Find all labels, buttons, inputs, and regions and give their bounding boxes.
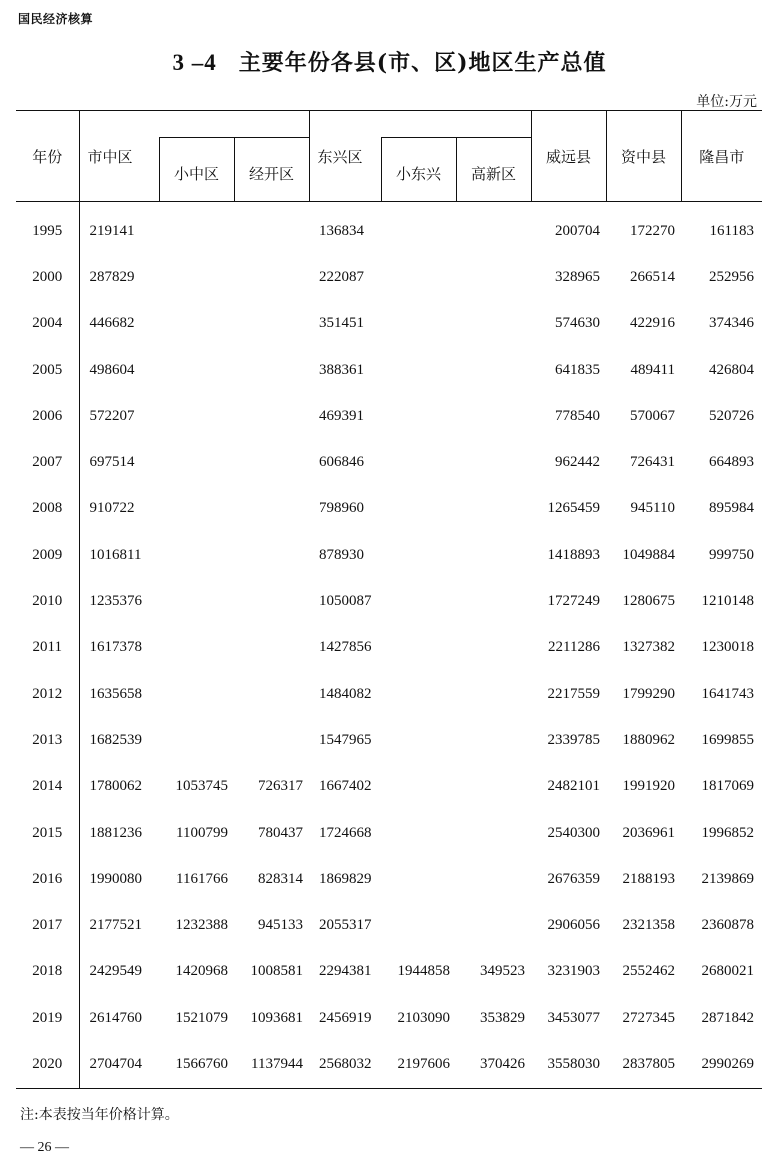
cell-xiaodong [381, 439, 456, 485]
cell-zizhong: 570067 [630, 407, 675, 424]
cell-gaoxin [456, 578, 531, 624]
cell-jingkai [234, 578, 309, 624]
cell-xiaodong [381, 764, 456, 810]
cell-xiaodong: 2103090 [397, 1009, 450, 1026]
cell-xiaozhong [159, 393, 234, 439]
cell-gaoxin: 349523 [480, 963, 525, 980]
cell-jingkai [234, 347, 309, 393]
cell-zizhong: 1880962 [622, 731, 675, 748]
cell-xiaozhong: 1420968 [175, 963, 228, 980]
cell-shizhong: 1780062 [79, 764, 159, 810]
cell-dongxing: 1724668 [319, 824, 372, 841]
cell-dongxing: 2055317 [319, 917, 372, 934]
cell-jingkai [234, 625, 309, 671]
cell-dongxing: 798960 [319, 500, 364, 517]
cell-xiaozhong [159, 578, 234, 624]
cell-xiaodong [381, 486, 456, 532]
cell-shizhong: 910722 [79, 486, 159, 532]
cell-dongxing: 351451 [319, 315, 364, 332]
footnote: 注:本表按当年价格计算。 [20, 1107, 179, 1123]
cell-weiyuan: 328965 [555, 268, 600, 285]
table-title: 主要年份各县(市、区)地区生产总值 [238, 50, 607, 76]
cell-jingkai [234, 301, 309, 347]
cell-gaoxin [456, 202, 531, 255]
cell-xiaozhong: 1232388 [175, 917, 228, 934]
cell-weiyuan: 2676359 [547, 870, 600, 887]
cell-longchang: 895984 [709, 500, 754, 517]
cell-gaoxin [456, 347, 531, 393]
cell-xiaozhong: 1100799 [176, 824, 228, 841]
cell-year: 2013 [32, 731, 63, 748]
cell-weiyuan: 641835 [555, 361, 600, 378]
cell-shizhong: 1682539 [79, 717, 159, 763]
cell-weiyuan: 1265459 [547, 500, 600, 517]
cell-gaoxin [456, 301, 531, 347]
cell-weiyuan: 962442 [555, 454, 600, 471]
cell-xiaozhong [159, 486, 234, 532]
cell-zizhong: 726431 [630, 454, 675, 471]
cell-xiaozhong: 1053745 [175, 778, 228, 795]
cell-zizhong: 945110 [630, 500, 675, 517]
cell-shizhong: 1235376 [79, 578, 159, 624]
cell-jingkai [234, 486, 309, 532]
cell-shizhong: 1635658 [79, 671, 159, 717]
cell-dongxing: 469391 [319, 407, 364, 424]
cell-year: 2008 [32, 500, 63, 517]
cell-longchang: 1210148 [701, 593, 754, 610]
cell-longchang: 2139869 [701, 870, 754, 887]
cell-zizhong: 1280675 [622, 593, 675, 610]
cell-shizhong: 572207 [79, 393, 159, 439]
cell-longchang: 520726 [709, 407, 754, 424]
cell-shizhong: 2614760 [79, 995, 159, 1041]
cell-weiyuan: 200704 [555, 222, 600, 239]
table-row [16, 486, 762, 532]
cell-dongxing: 1869829 [319, 870, 372, 887]
header-spacer [381, 111, 456, 138]
cell-weiyuan: 2339785 [547, 731, 600, 748]
cell-longchang: 2871842 [701, 1009, 754, 1026]
table-row [16, 995, 762, 1041]
cell-dongxing: 606846 [319, 454, 364, 471]
cell-longchang: 1996852 [701, 824, 754, 841]
page-title [0, 46, 779, 77]
cell-weiyuan: 778540 [555, 407, 600, 424]
cell-jingkai: 780437 [258, 824, 303, 841]
table-row [16, 439, 762, 485]
cell-xiaodong [381, 902, 456, 948]
cell-jingkai [234, 202, 309, 255]
cell-shizhong: 446682 [79, 301, 159, 347]
cell-xiaozhong: 1566760 [159, 1041, 234, 1088]
cell-zizhong: 1049884 [622, 546, 675, 563]
cell-zizhong: 2321358 [622, 917, 675, 934]
cell-weiyuan: 2211286 [548, 639, 600, 656]
table-row [16, 202, 762, 255]
cell-dongxing: 2568032 [309, 1041, 381, 1088]
cell-weiyuan: 1418893 [547, 546, 600, 563]
table-row [16, 625, 762, 671]
cell-xiaodong [381, 578, 456, 624]
cell-xiaodong [381, 671, 456, 717]
cell-weiyuan: 2540300 [547, 824, 600, 841]
table-row [16, 902, 762, 948]
table-row [16, 347, 762, 393]
cell-gaoxin [456, 856, 531, 902]
col-header-weiyuan: 威远县 [531, 111, 606, 202]
table-row [16, 856, 762, 902]
cell-jingkai: 1137944 [234, 1041, 309, 1088]
cell-shizhong: 287829 [79, 254, 159, 300]
col-header-jingkai: 经开区 [234, 138, 309, 202]
cell-zizhong: 172270 [630, 222, 675, 239]
cell-xiaozhong [159, 347, 234, 393]
cell-weiyuan: 574630 [555, 315, 600, 332]
cell-zizhong: 2837805 [606, 1041, 681, 1088]
cell-xiaozhong: 1521079 [175, 1009, 228, 1026]
table-row [16, 717, 762, 763]
cell-gaoxin [456, 393, 531, 439]
cell-longchang: 1641743 [701, 685, 754, 702]
cell-gaoxin [456, 439, 531, 485]
cell-zizhong: 2552462 [622, 963, 675, 980]
cell-xiaozhong [159, 625, 234, 671]
cell-jingkai: 1008581 [250, 963, 303, 980]
cell-year: 2018 [32, 963, 63, 980]
cell-xiaozhong [159, 202, 234, 255]
cell-dongxing: 1427856 [319, 639, 372, 656]
cell-shizhong: 1881236 [79, 810, 159, 856]
cell-year: 2017 [32, 917, 63, 934]
cell-gaoxin [456, 486, 531, 532]
cell-weiyuan: 3231903 [547, 963, 600, 980]
table-row [16, 949, 762, 995]
cell-year: 2019 [32, 1009, 63, 1026]
cell-weiyuan: 3453077 [547, 1009, 600, 1026]
cell-jingkai [234, 717, 309, 763]
cell-jingkai: 726317 [258, 778, 303, 795]
cell-shizhong: 1990080 [79, 856, 159, 902]
cell-longchang: 2360878 [701, 917, 754, 934]
cell-dongxing: 388361 [319, 361, 364, 378]
cell-year: 2014 [32, 778, 63, 795]
cell-xiaodong [381, 347, 456, 393]
cell-gaoxin [456, 902, 531, 948]
table-number: 3 –4 [172, 50, 217, 75]
cell-year: 2020 [16, 1041, 79, 1088]
cell-weiyuan: 3558030 [531, 1041, 606, 1088]
cell-dongxing: 878930 [319, 546, 364, 563]
cell-year: 2000 [32, 268, 63, 285]
cell-shizhong: 2704704 [79, 1041, 159, 1088]
cell-year: 2006 [32, 407, 63, 424]
cell-zizhong: 422916 [630, 315, 675, 332]
table-row [16, 810, 762, 856]
gdp-table [16, 110, 762, 1089]
cell-jingkai [234, 439, 309, 485]
cell-longchang: 1230018 [701, 639, 754, 656]
header-spacer [234, 111, 309, 138]
cell-xiaodong [381, 625, 456, 671]
cell-gaoxin: 370426 [456, 1041, 531, 1088]
cell-year: 2010 [32, 593, 63, 610]
cell-shizhong: 1617378 [79, 625, 159, 671]
cell-xiaozhong [159, 301, 234, 347]
section-header: 国民经济核算 [18, 12, 94, 26]
cell-year: 1995 [32, 222, 63, 239]
cell-xiaodong [381, 301, 456, 347]
cell-jingkai [234, 393, 309, 439]
cell-xiaozhong [159, 439, 234, 485]
cell-weiyuan: 2906056 [547, 917, 600, 934]
table-row [16, 393, 762, 439]
cell-shizhong: 2177521 [79, 902, 159, 948]
cell-xiaodong [381, 393, 456, 439]
header-spacer [159, 111, 234, 138]
cell-longchang: 2680021 [701, 963, 754, 980]
cell-gaoxin [456, 532, 531, 578]
cell-zizhong: 2188193 [622, 870, 675, 887]
cell-zizhong: 2036961 [622, 824, 675, 841]
cell-jingkai: 828314 [258, 870, 303, 887]
cell-longchang: 1699855 [701, 731, 754, 748]
cell-xiaodong [381, 717, 456, 763]
cell-dongxing: 1667402 [319, 778, 372, 795]
unit-label: 单位:万元 [696, 94, 757, 110]
cell-shizhong: 697514 [79, 439, 159, 485]
cell-longchang: 999750 [709, 546, 754, 563]
cell-longchang: 161183 [709, 222, 754, 239]
cell-gaoxin [456, 625, 531, 671]
cell-shizhong: 498604 [79, 347, 159, 393]
table-row [16, 254, 762, 300]
cell-dongxing: 222087 [319, 268, 364, 285]
col-header-gaoxin: 高新区 [456, 138, 531, 202]
cell-jingkai [234, 254, 309, 300]
cell-longchang: 2990269 [681, 1041, 762, 1088]
cell-longchang: 374346 [709, 315, 754, 332]
cell-weiyuan: 2217559 [547, 685, 600, 702]
cell-longchang: 1817069 [701, 778, 754, 795]
cell-xiaozhong [159, 717, 234, 763]
cell-year: 2004 [32, 315, 63, 332]
cell-xiaodong [381, 254, 456, 300]
col-header-year: 年份 [16, 111, 79, 202]
table-row [16, 764, 762, 810]
cell-shizhong: 2429549 [79, 949, 159, 995]
table-header [16, 111, 762, 202]
cell-gaoxin [456, 810, 531, 856]
cell-xiaozhong [159, 671, 234, 717]
col-header-xiaodong: 小东兴 [381, 138, 456, 202]
cell-zizhong: 1327382 [622, 639, 675, 656]
cell-gaoxin [456, 671, 531, 717]
cell-year: 2011 [32, 639, 62, 656]
cell-zizhong: 489411 [630, 361, 675, 378]
gdp-table-container [16, 110, 762, 1089]
cell-year: 2005 [32, 361, 63, 378]
cell-longchang: 664893 [709, 454, 754, 471]
cell-jingkai [234, 532, 309, 578]
cell-dongxing: 2294381 [319, 963, 372, 980]
cell-xiaodong: 1944858 [397, 963, 450, 980]
cell-weiyuan: 1727249 [547, 593, 600, 610]
cell-jingkai [234, 671, 309, 717]
cell-xiaodong: 2197606 [381, 1041, 456, 1088]
cell-xiaodong [381, 532, 456, 578]
cell-dongxing: 1050087 [319, 593, 372, 610]
col-header-shizhong: 市中区 [79, 111, 159, 202]
cell-year: 2012 [32, 685, 63, 702]
table-row [16, 301, 762, 347]
cell-jingkai: 945133 [258, 917, 303, 934]
cell-year: 2009 [32, 546, 63, 563]
cell-dongxing: 1484082 [319, 685, 372, 702]
cell-xiaozhong [159, 532, 234, 578]
cell-year: 2016 [32, 870, 63, 887]
table-row [16, 671, 762, 717]
cell-xiaodong [381, 856, 456, 902]
cell-gaoxin [456, 764, 531, 810]
cell-gaoxin: 353829 [480, 1009, 525, 1026]
cell-weiyuan: 2482101 [547, 778, 600, 795]
page-number: — 26 — [20, 1140, 69, 1155]
cell-longchang: 426804 [709, 361, 754, 378]
table-row [16, 1041, 762, 1088]
cell-zizhong: 1991920 [622, 778, 675, 795]
table-row [16, 532, 762, 578]
col-header-xiaozhong: 小中区 [159, 138, 234, 202]
cell-xiaozhong [159, 254, 234, 300]
table-body [16, 202, 762, 1089]
cell-gaoxin [456, 717, 531, 763]
cell-zizhong: 1799290 [622, 685, 675, 702]
table-row [16, 578, 762, 624]
cell-xiaozhong: 1161766 [176, 870, 228, 887]
col-header-zizhong: 资中县 [606, 111, 681, 202]
cell-xiaodong [381, 810, 456, 856]
cell-dongxing: 1547965 [319, 731, 372, 748]
cell-dongxing: 136834 [319, 222, 364, 239]
cell-zizhong: 266514 [630, 268, 675, 285]
col-header-dongxing: 东兴区 [309, 111, 381, 202]
cell-dongxing: 2456919 [319, 1009, 372, 1026]
cell-longchang: 252956 [709, 268, 754, 285]
cell-year: 2015 [32, 824, 63, 841]
cell-xiaodong [381, 202, 456, 255]
col-header-longchang: 隆昌市 [681, 111, 762, 202]
cell-shizhong: 1016811 [79, 532, 159, 578]
cell-zizhong: 2727345 [622, 1009, 675, 1026]
header-spacer [456, 111, 531, 138]
cell-jingkai: 1093681 [250, 1009, 303, 1026]
cell-shizhong: 219141 [79, 202, 159, 255]
cell-gaoxin [456, 254, 531, 300]
cell-year: 2007 [32, 454, 63, 471]
